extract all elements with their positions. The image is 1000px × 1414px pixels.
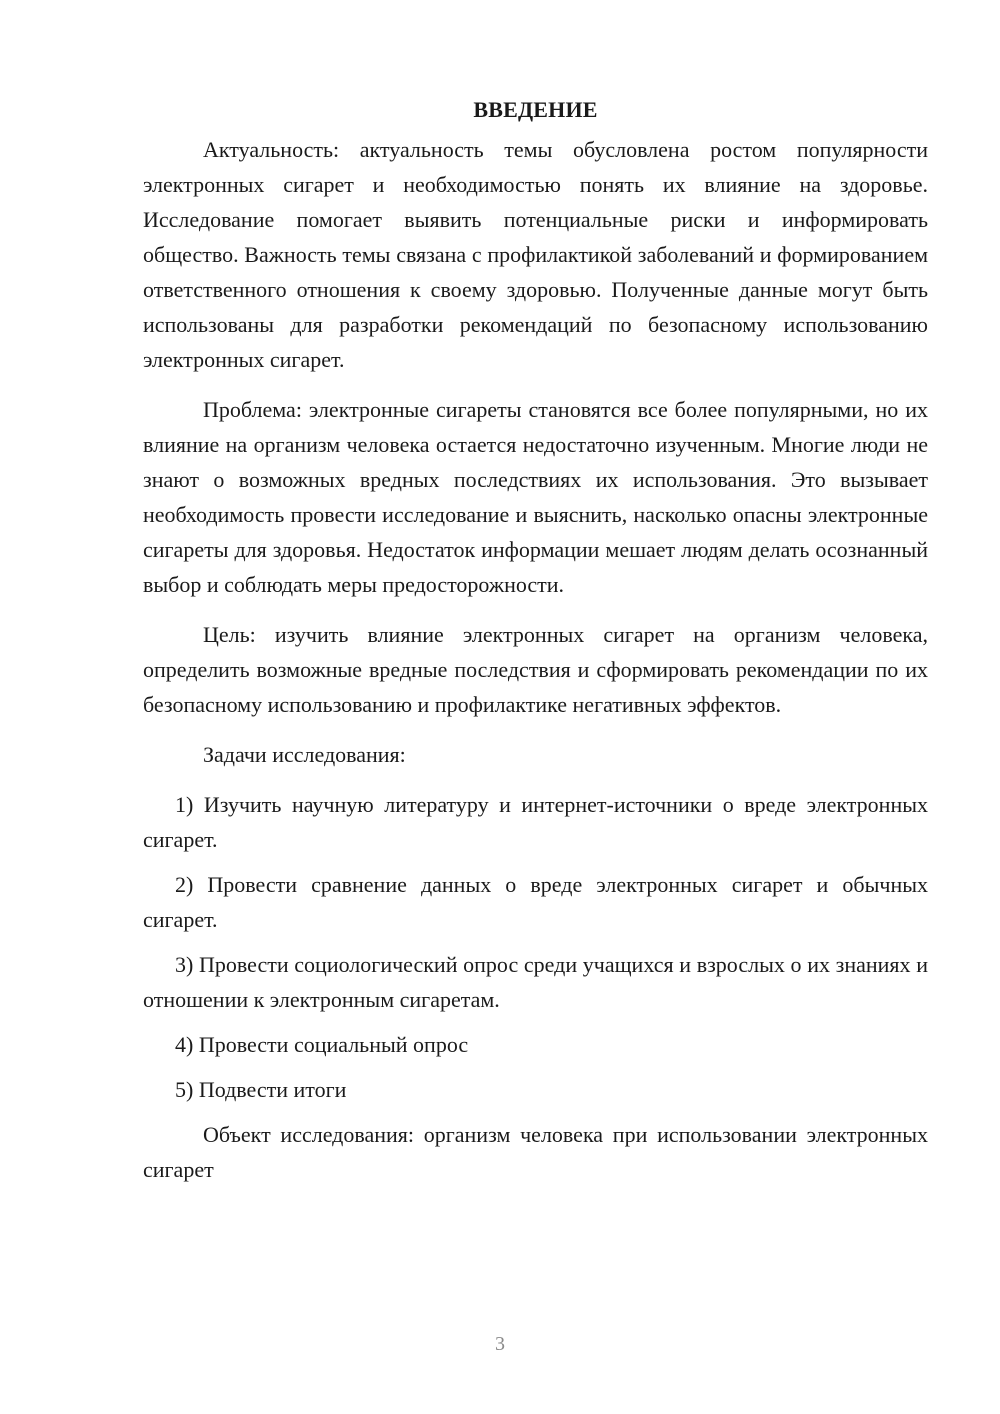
section-title: ВВЕДЕНИЕ	[473, 97, 598, 122]
task-item-1: 1) Изучить научную литературу и интернет-источники о вреде электронных сигарет.	[143, 792, 928, 852]
task-item-5: 5) Подвести итоги	[175, 1077, 347, 1102]
task-item-4: 4) Провести социальный опрос	[175, 1032, 469, 1057]
page-number: 3	[495, 1333, 505, 1355]
paragraph-problem: Проблема: электронные сигареты становятся все более популярными, но их влияние на организм человека остается недостаточно изученным. Многие люди не знают о возможных вредных последствиях их использования. Это вызывает необходимость провести исследование и выяснить, насколько опасны электронные сигареты для здоровья. Недостаток информации мешает людям делать осознанный выбор и соблюдать меры предосторожности.	[143, 397, 928, 597]
paragraph-goal: Цель: изучить влияние электронных сигарет на организм человека, определить возможные вредные последствия и сформировать рекомендации по их безопасному использованию и профилактике негативных эффектов.	[143, 622, 928, 717]
tasks-heading: Задачи исследования:	[203, 742, 406, 767]
task-item-3: 3) Провести социологический опрос среди учащихся и взрослых о их знаниях и отношении к электронным сигаретам.	[143, 952, 928, 1012]
task-item-2: 2) Провести сравнение данных о вреде электронных сигарет и обычных сигарет.	[143, 872, 928, 932]
document-page	[143, 92, 928, 1202]
paragraph-object: Объект исследования: организм человека при использовании электронных сигарет	[143, 1122, 928, 1182]
paragraph-relevance: Актуальность: актуальность темы обусловлена ростом популярности электронных сигарет и необходимостью понять их влияние на здоровье. Исследование помогает выявить потенциальные риски и информировать общество. Важность темы связана с профилактикой заболеваний и формированием ответственного отношения к своему здоровью. Полученные данные могут быть использованы для разработки рекомендаций по безопасному использованию электронных сигарет.	[143, 137, 928, 372]
